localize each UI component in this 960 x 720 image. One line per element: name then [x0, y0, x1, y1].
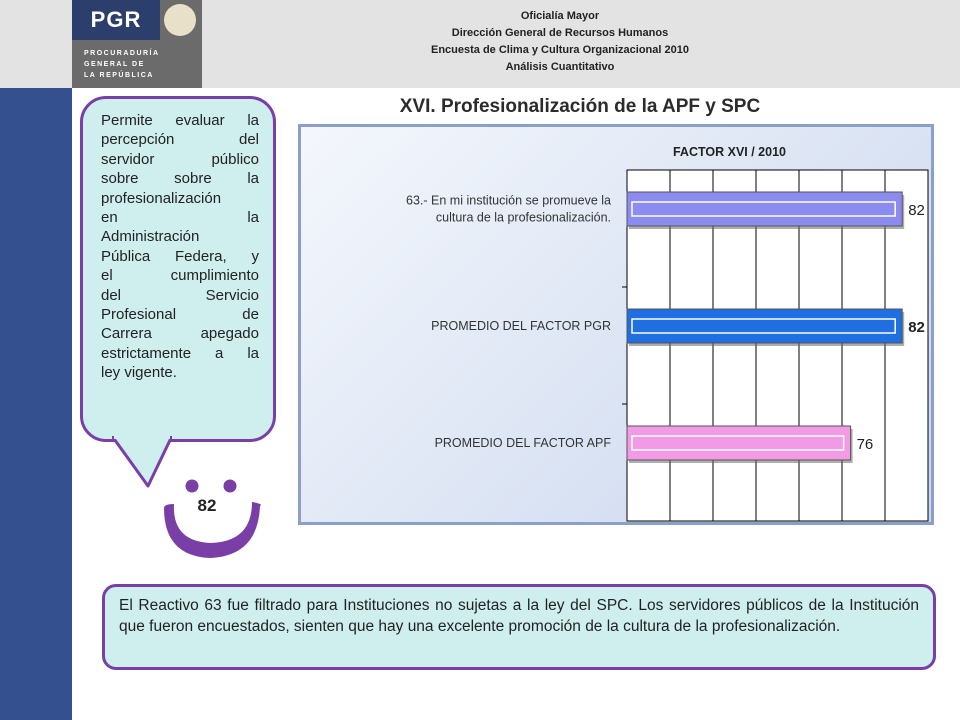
description-line: Carrera apegado: [101, 325, 259, 343]
smiley-score: 82: [197, 496, 217, 515]
description-line: Permite evaluar la: [101, 112, 259, 129]
logo-wordmark: PROCURADURÍA GENERAL DE LA REPÚBLICA: [84, 50, 160, 79]
description-text: [101, 111, 259, 383]
value-label: 82: [908, 319, 925, 336]
description-line: en la: [101, 209, 259, 227]
chart-title: FACTOR XVI / 2010: [672, 145, 787, 159]
bar: [627, 192, 902, 226]
header-line-office: Oficialía Mayor: [520, 10, 600, 22]
logo-mark: PGR: [72, 0, 160, 40]
header-text: [230, 8, 890, 76]
description-bubble: [80, 96, 276, 442]
description-line: Administración: [101, 228, 200, 246]
header-line-survey: Encuesta de Clima y Cultura Organizacional 2010: [431, 44, 689, 56]
category-label: PROMEDIO DEL FACTOR PGR: [431, 319, 611, 333]
category-label: cultura de la profesionalización.: [435, 210, 611, 225]
bar: [627, 309, 902, 343]
category-label: PROMEDIO DEL FACTOR APF: [434, 436, 611, 450]
page-title: XVI. Profesionalización de la APF y SPC: [399, 96, 761, 117]
value-label: 76: [856, 436, 874, 453]
description-line: ley vigente.: [101, 364, 177, 382]
side-band: [0, 88, 72, 720]
description-line: servidor público: [101, 150, 259, 168]
value-label: 82: [908, 202, 925, 219]
description-line: profesionalización: [101, 189, 222, 207]
description-line: Profesional de: [101, 306, 259, 324]
chart-canvas: [301, 127, 931, 522]
description-line: estrictamente a la: [101, 344, 259, 362]
description-line: percepción del: [101, 131, 259, 149]
description-line: Pública Federa, y: [101, 247, 259, 265]
description-line: del Servicio: [101, 286, 259, 304]
conclusion-note: El Reactivo 63 fue filtrado para Instituciones no sujetas a la ley del SPC. Los servidores públicos de la Institución que fueron encuestados, sienten que hay una excelente promoción de la cultura de la profesionalización.: [102, 584, 936, 670]
pgr-logo: [72, 0, 202, 88]
mexican-seal-icon: [164, 4, 196, 36]
description-line: sobre sobre la: [101, 170, 259, 188]
smiley-right-eye: [224, 480, 237, 493]
description-line: el cumplimiento: [101, 267, 259, 285]
bar: [627, 426, 851, 460]
header-banner: [0, 0, 960, 88]
header-line-direction: Dirección General de Recursos Humanos: [451, 27, 669, 39]
bar-chart: [298, 124, 934, 525]
header-line-analysis: Análisis Cuantitativo: [505, 61, 615, 73]
category-label: 63.- En mi institución se promueve la: [406, 193, 611, 208]
smiley-left-eye: [186, 480, 199, 493]
